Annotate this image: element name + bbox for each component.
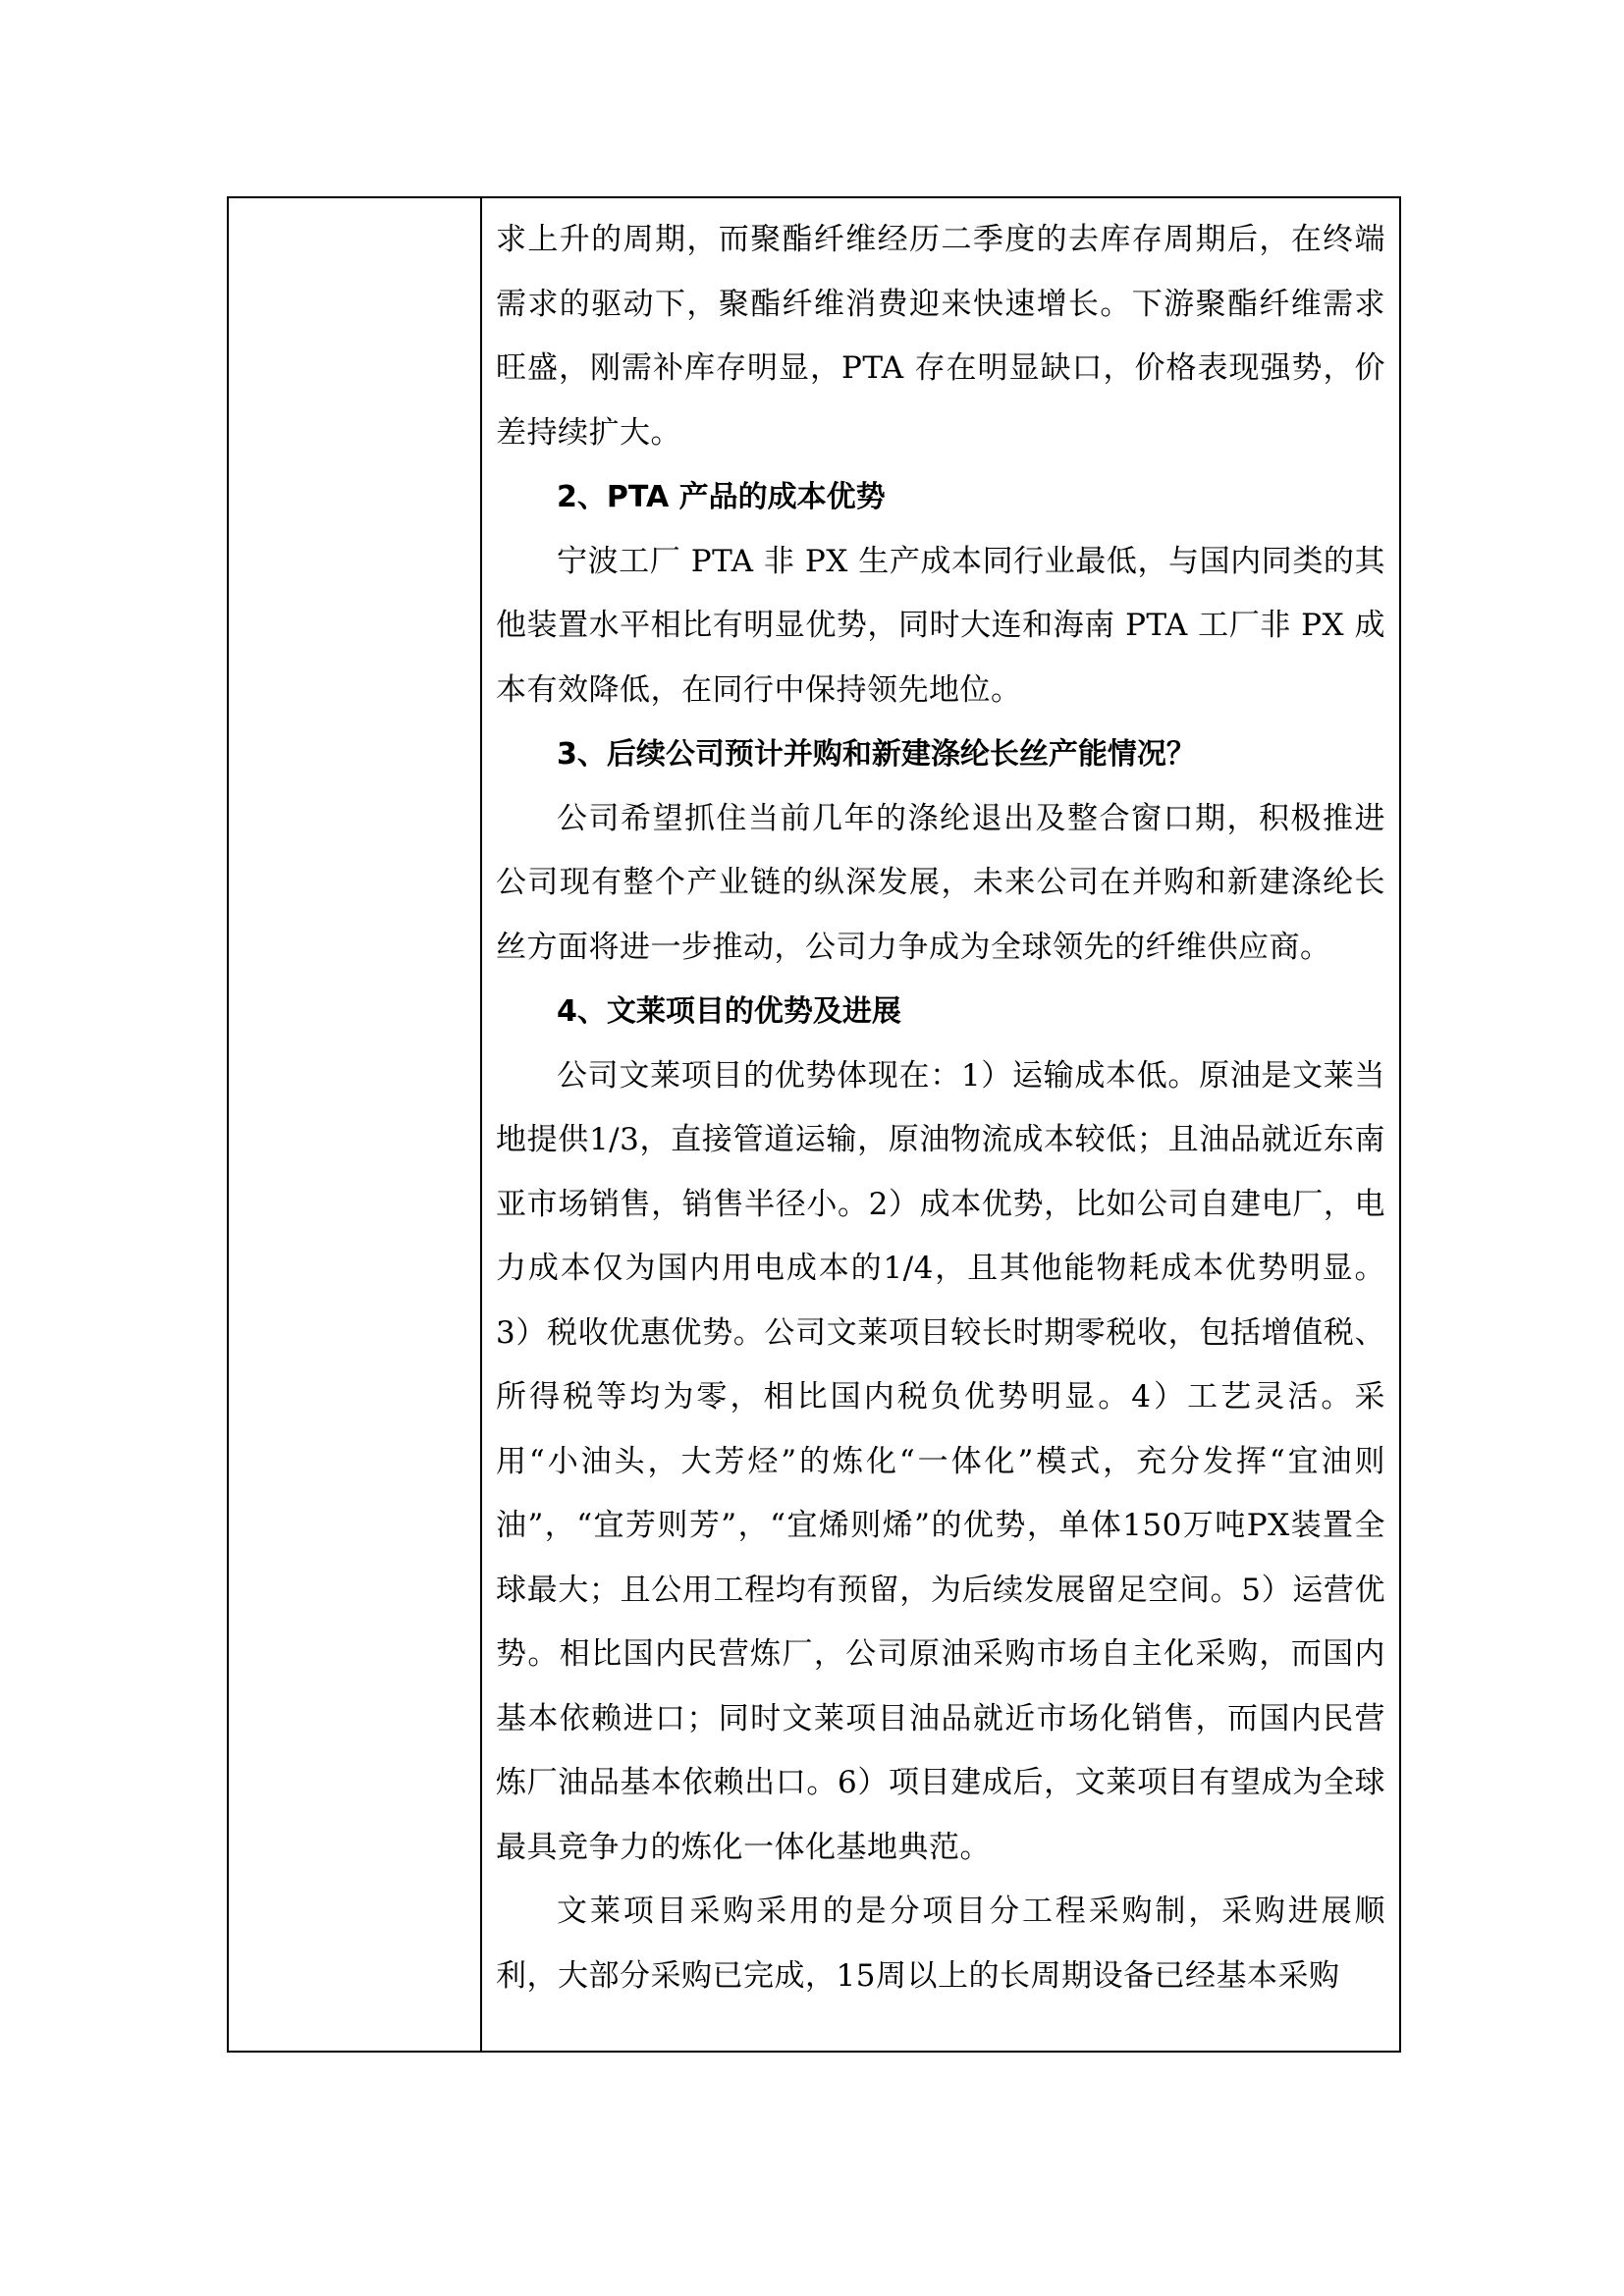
table-label-cell: [229, 198, 482, 2051]
paragraph-brunei-procurement: 文莱项目采购采用的是分项目分工程采购制，采购进展顺利，大部分采购已完成，15周以上的长周期设备已经基本采购: [496, 1894, 1385, 1994]
document-table: [227, 196, 1401, 2053]
heading-pta-cost-advantage: 2、PTA 产品的成本优势: [557, 480, 886, 514]
paragraph-brunei-advantages: 公司文莱项目的优势体现在：1）运输成本低。原油是文莱当地提供1/3，直接管道运输，原油物流成本较低；且油品就近东南亚市场销售，销售半径小。2）成本优势，比如公司自建电厂，电力成本仅为国内用电成本的1/4，且其他能物耗成本优势明显。3）税收优惠优势。公司文莱项目较长时期零税收，包括增值税、所得税等均为零，相比国内税负优势明显。4）工艺灵活。采用“小油头，大芳烃”的炼化“一体化”模式，充分发挥“宜油则油”，“宜芳则芳”，“宜烯则烯”的优势，单体150万吨PX装置全球最大；且公用工程均有预留，为后续发展留足空间。5）运营优势。相比国内民营炼厂，公司原油采购市场自主化采购，而国内基本依赖进口；同时文莱项目油品就近市场化销售，而国内民营炼厂油品基本依赖出口。6）项目建成后，文莱项目有望成为全球最具竞争力的炼化一体化基地典范。: [496, 1057, 1385, 1865]
paragraph-demand-cycle: 求上升的周期，而聚酯纤维经历二季度的去库存周期后，在终端需求的驱动下，聚酯纤维消费迎来快速增长。下游聚酯纤维需求旺盛，刚需补库存明显，PTA 存在明显缺口，价格表现强势，价差持续扩大。: [496, 222, 1385, 451]
heading-brunei-project: 4、文莱项目的优势及进展: [557, 994, 901, 1029]
table-content-cell: [482, 198, 1399, 2051]
heading-polyester-capacity: 3、后续公司预计并购和新建涤纶长丝产能情况？: [557, 737, 1196, 772]
paragraph-polyester-capacity: 公司希望抓住当前几年的涤纶退出及整合窗口期，积极推进公司现有整个产业链的纵深发展，未来公司在并购和新建涤纶长丝方面将进一步推动，公司力争成为全球领先的纤维供应商。: [496, 800, 1385, 965]
paragraph-pta-cost: 宁波工厂 PTA 非 PX 生产成本同行业最低，与国内同类的其他装置水平相比有明显优势，同时大连和海南 PTA 工厂非 PX 成本有效降低，在同行中保持领先地位。: [496, 543, 1385, 708]
